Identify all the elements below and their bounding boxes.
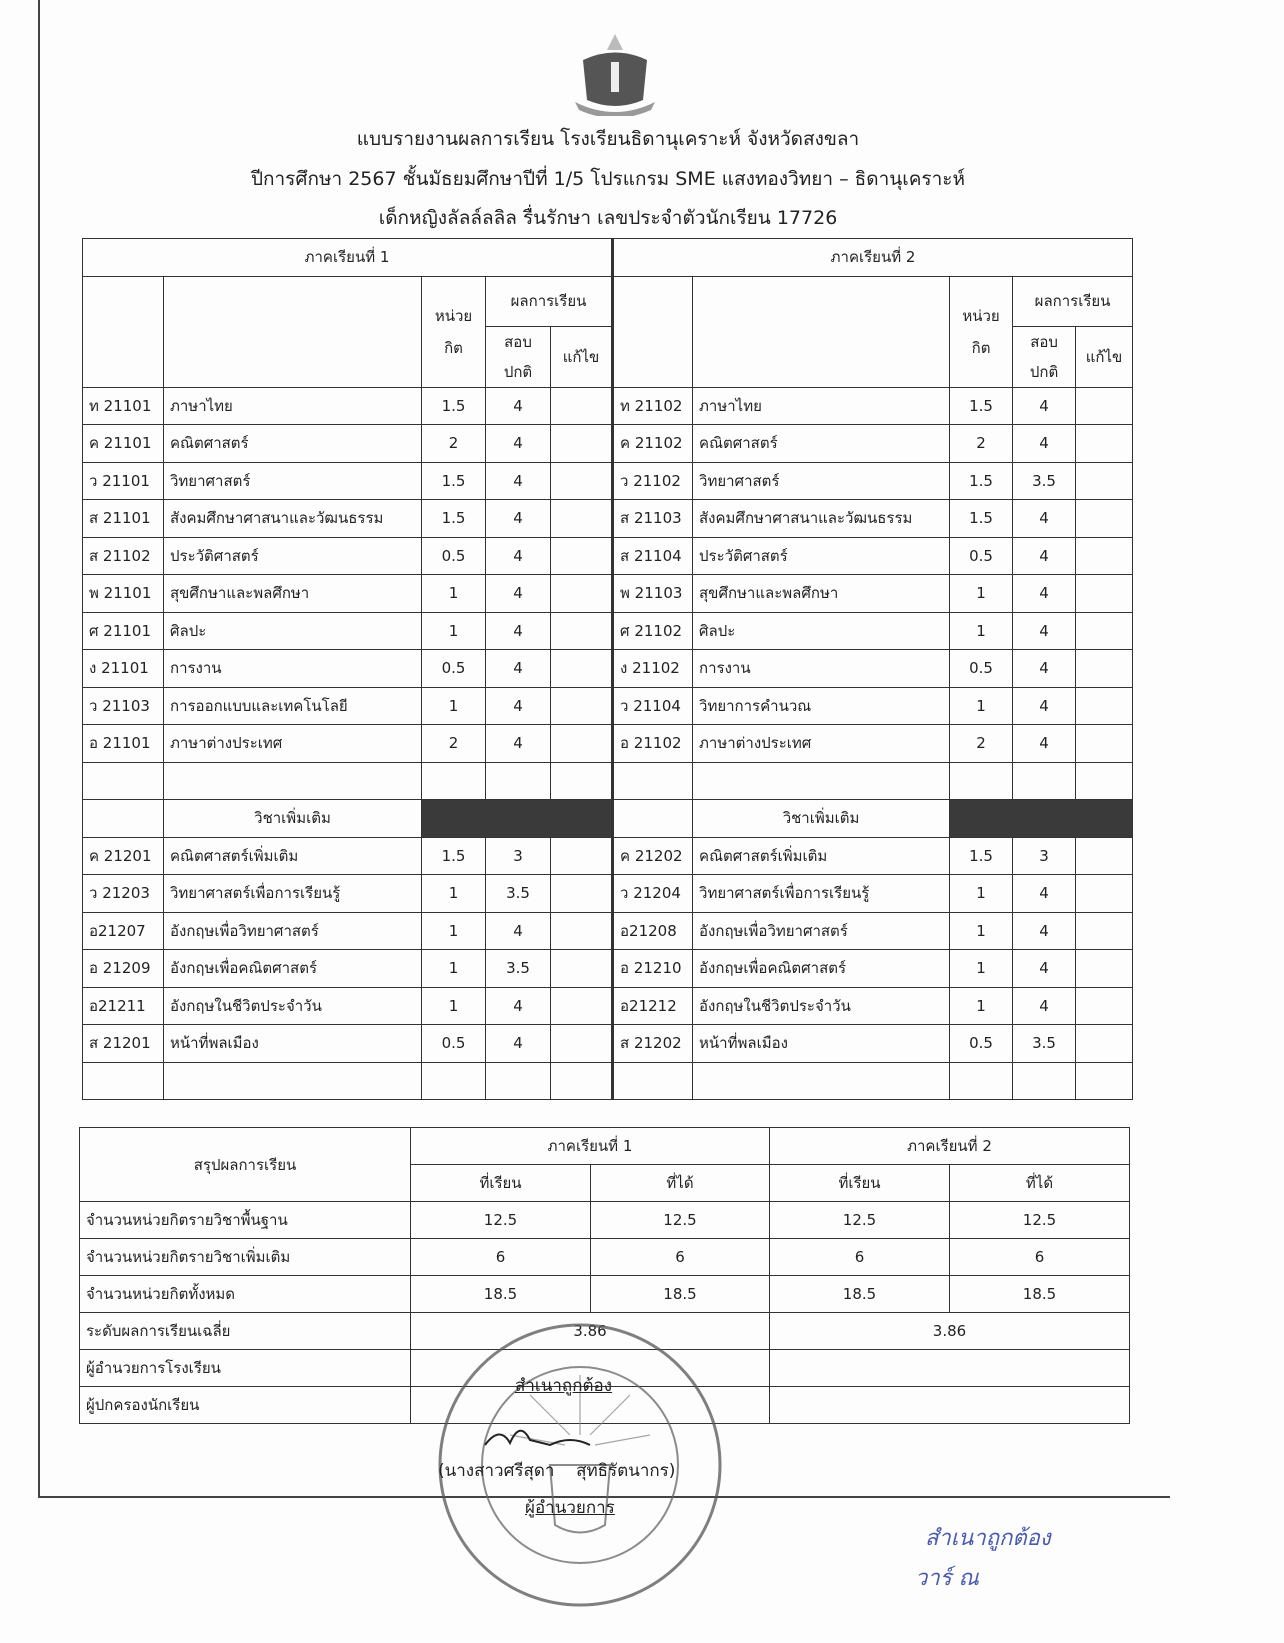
extra-subjects-label: วิชาเพิ่มเติม — [164, 800, 422, 838]
retake-grade — [1076, 950, 1133, 988]
retake-grade — [1076, 575, 1133, 613]
subject-code: ศ 21101 — [83, 612, 164, 650]
subject-code: ว 21102 — [613, 462, 693, 500]
earned-header: ที่ได้ — [950, 1165, 1130, 1202]
grade: 3.5 — [1013, 1025, 1076, 1063]
grade: 4 — [1013, 612, 1076, 650]
grade: 4 — [486, 537, 551, 575]
retake-grade — [1076, 537, 1133, 575]
retake-grade — [1076, 1025, 1133, 1063]
credit: 1 — [422, 612, 486, 650]
subject-name: การออกแบบและเทคโนโลยี — [164, 687, 422, 725]
summary-label: จำนวนหน่วยกิตรายวิชาพื้นฐาน — [80, 1202, 411, 1239]
gpa-label: ระดับผลการเรียนเฉลี่ย — [80, 1313, 411, 1350]
credit: 1 — [950, 912, 1013, 950]
summary-value: 18.5 — [411, 1276, 591, 1313]
handwritten-signature: วาร์ ณ — [915, 1566, 979, 1591]
subject-row — [83, 1025, 1133, 1063]
subject-row — [83, 837, 1133, 875]
retake-grade — [551, 462, 613, 500]
subject-code: ท 21102 — [613, 387, 693, 425]
signer-position: ผู้อำนวยการ — [525, 1498, 615, 1518]
credit: 1.5 — [950, 837, 1013, 875]
summary-sem1: ภาคเรียนที่ 1 — [411, 1128, 770, 1165]
grade: 4 — [486, 612, 551, 650]
subject-name: คณิตศาสตร์เพิ่มเติม — [693, 837, 950, 875]
credit: 0.5 — [422, 650, 486, 688]
subject-name: คณิตศาสตร์เพิ่มเติม — [164, 837, 422, 875]
credit-header: หน่วย กิต — [950, 276, 1013, 387]
summary-value: 18.5 — [950, 1276, 1130, 1313]
credit-header: หน่วย กิต — [422, 276, 486, 387]
credit: 1 — [422, 875, 486, 913]
credit: 2 — [950, 425, 1013, 463]
subject-name: ภาษาไทย — [164, 387, 422, 425]
grade: 4 — [1013, 650, 1076, 688]
subject-code: ส 21202 — [613, 1025, 693, 1063]
grade: 4 — [486, 387, 551, 425]
grade: 4 — [486, 575, 551, 613]
credit: 1 — [950, 687, 1013, 725]
credit: 1.5 — [422, 500, 486, 538]
summary-sem2: ภาคเรียนที่ 2 — [770, 1128, 1130, 1165]
regular-exam-header: สอบ ปกติ — [1013, 326, 1076, 387]
retake-grade — [1076, 875, 1133, 913]
subject-code: ค 21202 — [613, 837, 693, 875]
summary-value: 12.5 — [770, 1202, 950, 1239]
subject-name: หน้าที่พลเมือง — [693, 1025, 950, 1063]
subject-code: อ21211 — [83, 987, 164, 1025]
credit: 1 — [422, 575, 486, 613]
subject-name: วิทยาศาสตร์เพื่อการเรียนรู้ — [164, 875, 422, 913]
retake-grade — [1076, 612, 1133, 650]
retake-grade — [551, 387, 613, 425]
summary-label: จำนวนหน่วยกิตทั้งหมด — [80, 1276, 411, 1313]
grade: 3.5 — [486, 950, 551, 988]
subject-row — [83, 950, 1133, 988]
subject-code: ศ 21102 — [613, 612, 693, 650]
summary-label: จำนวนหน่วยกิตรายวิชาเพิ่มเติม — [80, 1239, 411, 1276]
subject-code: พ 21101 — [83, 575, 164, 613]
retake-grade — [1076, 500, 1133, 538]
subject-row — [83, 425, 1133, 463]
subject-code: ว 21104 — [613, 687, 693, 725]
gpa-sem2: 3.86 — [770, 1313, 1130, 1350]
result-header: ผลการเรียน — [1013, 276, 1133, 326]
report-subtitle: ปีการศึกษา 2567 ชั้นมัธยมศึกษาปีที่ 1/5 โปรแกรม SME แสงทองวิทยา – ธิดานุเคราะห์ — [250, 168, 966, 190]
retake-grade — [551, 837, 613, 875]
subject-code: ง 21101 — [83, 650, 164, 688]
summary-value: 18.5 — [770, 1276, 950, 1313]
subject-code: อ21207 — [83, 912, 164, 950]
subject-name: ภาษาต่างประเทศ — [164, 725, 422, 763]
grade: 4 — [486, 650, 551, 688]
retake-grade — [1076, 425, 1133, 463]
retake-grade — [551, 537, 613, 575]
grade: 4 — [486, 725, 551, 763]
subject-name: หน้าที่พลเมือง — [164, 1025, 422, 1063]
credit: 1 — [950, 875, 1013, 913]
retake-grade — [1076, 687, 1133, 725]
credit: 0.5 — [950, 650, 1013, 688]
subject-row — [83, 612, 1133, 650]
retake-grade — [1076, 462, 1133, 500]
subject-name: การงาน — [693, 650, 950, 688]
subject-name: คณิตศาสตร์ — [693, 425, 950, 463]
studied-header: ที่เรียน — [770, 1165, 950, 1202]
subject-row — [83, 875, 1133, 913]
signer-name: (นางสาวศรีสุดา สุทธิรัตนากร) — [438, 1461, 676, 1481]
credit: 1 — [950, 612, 1013, 650]
extra-section-header — [83, 800, 1133, 838]
grade: 4 — [486, 425, 551, 463]
retake-grade — [551, 912, 613, 950]
subject-name: วิทยาศาสตร์ — [164, 462, 422, 500]
summary-value: 6 — [770, 1239, 950, 1276]
semester2-header: ภาคเรียนที่ 2 — [613, 239, 1133, 277]
subject-name: วิทยาศาสตร์เพื่อการเรียนรู้ — [693, 875, 950, 913]
credit: 1 — [950, 575, 1013, 613]
summary-value: 18.5 — [591, 1276, 770, 1313]
subject-row — [83, 912, 1133, 950]
grade: 4 — [1013, 537, 1076, 575]
subject-name: อังกฤษในชีวิตประจำวัน — [164, 987, 422, 1025]
certified-copy-text: สำเนาถูกต้อง — [515, 1376, 613, 1396]
subject-row — [83, 500, 1133, 538]
subject-code: ส 21102 — [83, 537, 164, 575]
retake-grade — [1076, 987, 1133, 1025]
retake-grade — [551, 725, 613, 763]
subject-code: ว 21101 — [83, 462, 164, 500]
subject-code: ส 21104 — [613, 537, 693, 575]
subject-name: สุขศึกษาและพลศึกษา — [164, 575, 422, 613]
retake-grade — [551, 575, 613, 613]
grade: 4 — [486, 687, 551, 725]
subject-row — [83, 537, 1133, 575]
subject-code: ว 21204 — [613, 875, 693, 913]
summary-value: 6 — [411, 1239, 591, 1276]
subject-name: ภาษาไทย — [693, 387, 950, 425]
report-title: แบบรายงานผลการเรียน โรงเรียนธิดานุเคราะห์ จังหวัดสงขลา — [356, 128, 860, 150]
summary-value: 6 — [591, 1239, 770, 1276]
subject-code: อ 21101 — [83, 725, 164, 763]
summary-value: 12.5 — [411, 1202, 591, 1239]
subject-name: สุขศึกษาและพลศึกษา — [693, 575, 950, 613]
credit: 1 — [422, 987, 486, 1025]
result-header: ผลการเรียน — [486, 276, 613, 326]
subject-code: ค 21201 — [83, 837, 164, 875]
summary-title: สรุปผลการเรียน — [80, 1128, 411, 1202]
grade: 4 — [1013, 725, 1076, 763]
retake-grade — [1076, 912, 1133, 950]
subject-code: อ21212 — [613, 987, 693, 1025]
summary-row — [80, 1276, 1130, 1313]
credit: 0.5 — [422, 537, 486, 575]
retake-header: แก้ไข — [1076, 326, 1133, 387]
grade: 4 — [1013, 500, 1076, 538]
grade: 4 — [1013, 987, 1076, 1025]
signature — [480, 1415, 610, 1455]
retake-header: แก้ไข — [551, 326, 613, 387]
grade: 4 — [1013, 912, 1076, 950]
school-logo — [565, 30, 665, 116]
subject-name: การงาน — [164, 650, 422, 688]
retake-grade — [551, 1025, 613, 1063]
subject-name: วิทยาการคำนวณ — [693, 687, 950, 725]
retake-grade — [1076, 650, 1133, 688]
subject-name: อังกฤษในชีวิตประจำวัน — [693, 987, 950, 1025]
grade: 4 — [1013, 875, 1076, 913]
credit: 1 — [950, 950, 1013, 988]
credit: 2 — [422, 725, 486, 763]
retake-grade — [1076, 725, 1133, 763]
subject-name: สังคมศึกษาศาสนาและวัฒนธรรม — [693, 500, 950, 538]
subject-code: ส 21103 — [613, 500, 693, 538]
credit: 1 — [950, 987, 1013, 1025]
credit: 1 — [422, 687, 486, 725]
subject-name: อังกฤษเพื่อวิทยาศาสตร์ — [693, 912, 950, 950]
summary-value: 12.5 — [950, 1202, 1130, 1239]
subject-name: อังกฤษเพื่อคณิตศาสตร์ — [164, 950, 422, 988]
credit: 1.5 — [950, 500, 1013, 538]
subject-name: วิทยาศาสตร์ — [693, 462, 950, 500]
subject-name: สังคมศึกษาศาสนาและวัฒนธรรม — [164, 500, 422, 538]
retake-grade — [551, 875, 613, 913]
retake-grade — [551, 987, 613, 1025]
grade: 4 — [486, 462, 551, 500]
grade: 3 — [1013, 837, 1076, 875]
grade: 3.5 — [1013, 462, 1076, 500]
subject-row — [83, 650, 1133, 688]
grade: 4 — [486, 1025, 551, 1063]
summary-row — [80, 1202, 1130, 1239]
summary-value: 6 — [950, 1239, 1130, 1276]
grade: 4 — [1013, 575, 1076, 613]
subject-code: ส 21201 — [83, 1025, 164, 1063]
grade: 4 — [1013, 687, 1076, 725]
earned-header: ที่ได้ — [591, 1165, 770, 1202]
extra-subjects-label: วิชาเพิ่มเติม — [693, 800, 950, 838]
grades-table — [82, 238, 1133, 1100]
credit: 1.5 — [422, 387, 486, 425]
retake-grade — [551, 650, 613, 688]
retake-grade — [1076, 387, 1133, 425]
grade: 4 — [486, 987, 551, 1025]
studied-header: ที่เรียน — [411, 1165, 591, 1202]
credit: 0.5 — [950, 537, 1013, 575]
subject-code: ค 21101 — [83, 425, 164, 463]
subject-row — [83, 387, 1133, 425]
subject-code: พ 21103 — [613, 575, 693, 613]
student-info: เด็กหญิงลัลล์ลลิล รื่นรักษา เลขประจำตัวนักเรียน 17726 — [378, 207, 838, 229]
subject-code: ค 21102 — [613, 425, 693, 463]
credit: 1.5 — [422, 462, 486, 500]
subject-code: ส 21101 — [83, 500, 164, 538]
regular-exam-header: สอบ ปกติ — [486, 326, 551, 387]
subject-code: ท 21101 — [83, 387, 164, 425]
subject-row — [83, 462, 1133, 500]
subject-code: ว 21203 — [83, 875, 164, 913]
director-label: ผู้อำนวยการโรงเรียน — [80, 1350, 411, 1387]
credit: 1.5 — [422, 837, 486, 875]
blank-row — [83, 762, 1133, 800]
grade: 4 — [486, 500, 551, 538]
subject-name: ศิลปะ — [693, 612, 950, 650]
grade: 4 — [486, 912, 551, 950]
subject-name: ประวัติศาสตร์ — [693, 537, 950, 575]
handwritten-note: สำเนาถูกต้อง — [925, 1526, 1051, 1551]
retake-grade — [551, 612, 613, 650]
semester1-header: ภาคเรียนที่ 1 — [83, 239, 613, 277]
credit: 0.5 — [422, 1025, 486, 1063]
subject-name: ประวัติศาสตร์ — [164, 537, 422, 575]
subject-row — [83, 987, 1133, 1025]
gpa-sem1: 3.86 — [411, 1313, 770, 1350]
retake-grade — [551, 950, 613, 988]
credit: 1 — [422, 950, 486, 988]
subject-code: อ 21210 — [613, 950, 693, 988]
grade: 4 — [1013, 950, 1076, 988]
subject-code: อ 21209 — [83, 950, 164, 988]
grade: 3 — [486, 837, 551, 875]
subject-name: อังกฤษเพื่อคณิตศาสตร์ — [693, 950, 950, 988]
summary-row — [80, 1239, 1130, 1276]
credit: 1.5 — [950, 387, 1013, 425]
credit: 0.5 — [950, 1025, 1013, 1063]
grade: 3.5 — [486, 875, 551, 913]
subject-name: คณิตศาสตร์ — [164, 425, 422, 463]
retake-grade — [551, 687, 613, 725]
subject-name: อังกฤษเพื่อวิทยาศาสตร์ — [164, 912, 422, 950]
subject-row — [83, 725, 1133, 763]
credit: 1.5 — [950, 462, 1013, 500]
subject-row — [83, 687, 1133, 725]
summary-value: 12.5 — [591, 1202, 770, 1239]
retake-grade — [1076, 837, 1133, 875]
grade: 4 — [1013, 425, 1076, 463]
subject-row — [83, 575, 1133, 613]
grade: 4 — [1013, 387, 1076, 425]
blank-row — [83, 1062, 1133, 1100]
subject-code: อ 21102 — [613, 725, 693, 763]
subject-name: ภาษาต่างประเทศ — [693, 725, 950, 763]
credit: 2 — [950, 725, 1013, 763]
subject-name: ศิลปะ — [164, 612, 422, 650]
credit: 2 — [422, 425, 486, 463]
credit: 1 — [422, 912, 486, 950]
parent-label: ผู้ปกครองนักเรียน — [80, 1387, 411, 1424]
retake-grade — [551, 500, 613, 538]
subject-code: ง 21102 — [613, 650, 693, 688]
subject-code: อ21208 — [613, 912, 693, 950]
retake-grade — [551, 425, 613, 463]
subject-code: ว 21103 — [83, 687, 164, 725]
